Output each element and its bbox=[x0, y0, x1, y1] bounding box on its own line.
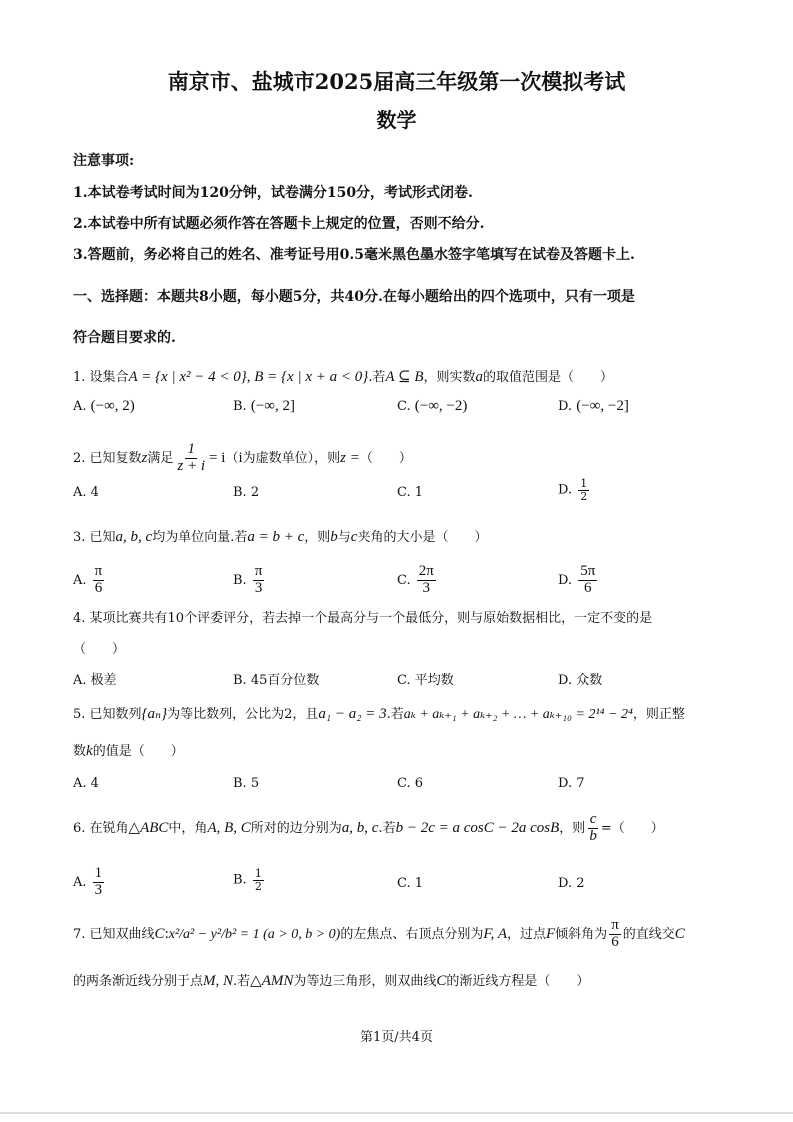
question-5-cont: 数k的值是（ ） bbox=[73, 743, 184, 759]
q4-option-c: C. 平均数 bbox=[397, 673, 454, 688]
q6-option-b: B. $\frac{1}{2}$ bbox=[233, 867, 262, 893]
q4-option-b: B. 45百分位数 bbox=[233, 673, 320, 688]
q3-option-a: A. $\frac{\pi}{6}$ bbox=[73, 563, 103, 596]
question-1: 1. 设集合A = {x | x² − 4 < 0}, B = {x | x + a < 0}.若A ⊆ B，则实数a的取值范围是（ ） bbox=[73, 369, 614, 385]
q2-option-d: D. $\frac{1}{2}$ bbox=[558, 477, 588, 503]
q3-option-c: C. $\frac{2\pi}{3}$ bbox=[397, 563, 434, 596]
question-7-cont: 的两条渐近线分别于点M, N.若△AMN为等边三角形，则双曲线C的渐近线方程是（ ） bbox=[73, 973, 590, 989]
q6-option-a: A. $\frac{1}{3}$ bbox=[73, 865, 103, 898]
question-2: 2. 已知复数z满足 $\frac{1}{z + i}$ = i（i为虚数单位），则z =（ ） bbox=[73, 441, 412, 474]
q4-option-a: A. 极差 bbox=[73, 673, 117, 688]
note-item-1: 1.本试卷考试时间为120分钟，试卷满分150分，考试形式闭卷. bbox=[73, 185, 473, 201]
question-7: 7. 已知双曲线C:x²/a² − y²/b² = 1 (a > 0, b > 0)的左焦点、右顶点分别为F, A，过点F倾斜角为 $\frac{\pi}{6}$ 的直线交C bbox=[73, 917, 685, 950]
q5-option-d: D. 7 bbox=[558, 776, 585, 791]
note-item-3: 3.答题前，务必将自己的姓名、准考证号用0.5毫米黑色墨水签字笔填写在试卷及答题卡上. bbox=[73, 247, 635, 263]
q6-fraction: $\frac{c}{b}$ bbox=[589, 811, 597, 844]
q3-option-d: D. $\frac{5\pi}{6}$ bbox=[558, 563, 596, 596]
section-heading-cont: 符合题目要求的. bbox=[73, 330, 176, 346]
q6-option-d: D. 2 bbox=[558, 876, 585, 891]
q2-option-c: C. 1 bbox=[397, 485, 424, 500]
q6-option-c: C. 1 bbox=[397, 876, 424, 891]
page-edge-divider bbox=[0, 1112, 793, 1114]
q1-option-d: D. (−∞, −2] bbox=[558, 398, 629, 414]
q3-option-b: B. $\frac{\pi}{3}$ bbox=[233, 563, 263, 596]
q7-angle-fraction: $\frac{\pi}{6}$ bbox=[611, 917, 619, 950]
q1-option-a: A. (−∞, 2) bbox=[73, 398, 135, 414]
q5-option-a: A. 4 bbox=[73, 776, 99, 791]
q1-option-b: B. (−∞, 2] bbox=[233, 398, 295, 414]
exam-title: 南京市、盐城市2025届高三年级第一次模拟考试 bbox=[167, 69, 626, 94]
question-4: 4. 某项比赛共有10个评委评分，若去掉一个最高分与一个最低分，则与原始数据相比，一定不变的是 bbox=[73, 611, 653, 626]
q2-option-a: A. 4 bbox=[73, 485, 99, 500]
question-3: 3. 已知a, b, c均为单位向量.若a = b + c，则b与c夹角的大小是（ ） bbox=[73, 529, 488, 545]
notes-heading: 注意事项: bbox=[73, 153, 135, 169]
question-4-paren: （ ） bbox=[73, 642, 126, 657]
q1-option-c: C. (−∞, −2) bbox=[397, 398, 468, 414]
section-heading: 一、选择题：本题共8小题，每小题5分，共40分.在每小题给出的四个选项中，只有一项是 bbox=[73, 289, 635, 305]
subject-title: 数学 bbox=[376, 108, 417, 132]
q2-fraction: $\frac{1}{z + i}$ bbox=[177, 441, 206, 474]
q5-option-b: B. 5 bbox=[233, 776, 260, 791]
q2-option-b: B. 2 bbox=[233, 485, 260, 500]
q4-option-d: D. 众数 bbox=[558, 673, 603, 688]
page-footer: 第1页/共4页 bbox=[360, 1030, 433, 1045]
q5-option-c: C. 6 bbox=[397, 776, 424, 791]
question-5: 5. 已知数列{aₙ}为等比数列，公比为2，且a₁ − a₂ = 3.若aₖ + aₖ₊₁ + aₖ₊₂ + … + aₖ₊₁₀ = 2¹⁴ − 2⁴，则正整 bbox=[73, 706, 685, 722]
note-item-2: 2.本试卷中所有试题必须作答在答题卡上规定的位置，否则不给分. bbox=[73, 216, 485, 232]
question-6: 6. 在锐角△ABC中，角A, B, C所对的边分别为a, b, c.若b − 2c = a cosC − 2a cosB，则 $\frac{c}{b}$ =（ ） bbox=[73, 811, 664, 844]
